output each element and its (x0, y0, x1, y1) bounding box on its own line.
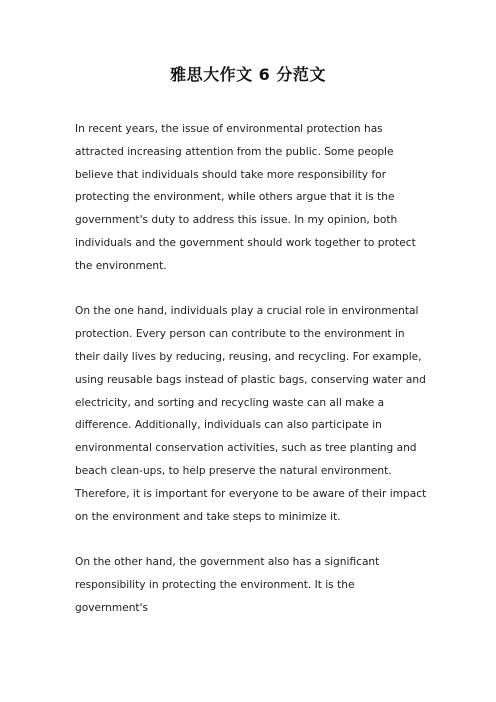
paragraph-intro: In recent years, the issue of environmental protection has attracted increasing attention from the public. Some people believe that individuals should take more responsibility for protecting the environment, while others argue that it is the government's duty to address this issue. In my opinion, both individuals and the government should work together to protect the environment. (75, 123, 416, 272)
paragraph-government: On the other hand, the government also has a significant responsibility in protecting the environment. It is the government's (75, 556, 380, 614)
document-title: 雅思大作文 6 分范文 (170, 65, 326, 84)
paragraph-individuals: On the one hand, individuals play a crucial role in environmental protection. Every person can contribute to the environment in their daily lives by reducing, reusing, and recycling. For example, using reusable bags instead of plastic bags, conserving water and electricity, and sorting and recycling waste can all make a difference. Additionally, individuals can also participate in environmental conservation activities, such as tree planting and beach clean-ups, to help preserve the natural environment. Therefore, it is important for everyone to be aware of their impact on the environment and take steps to minimize it. (75, 305, 427, 523)
document-body (75, 118, 427, 620)
